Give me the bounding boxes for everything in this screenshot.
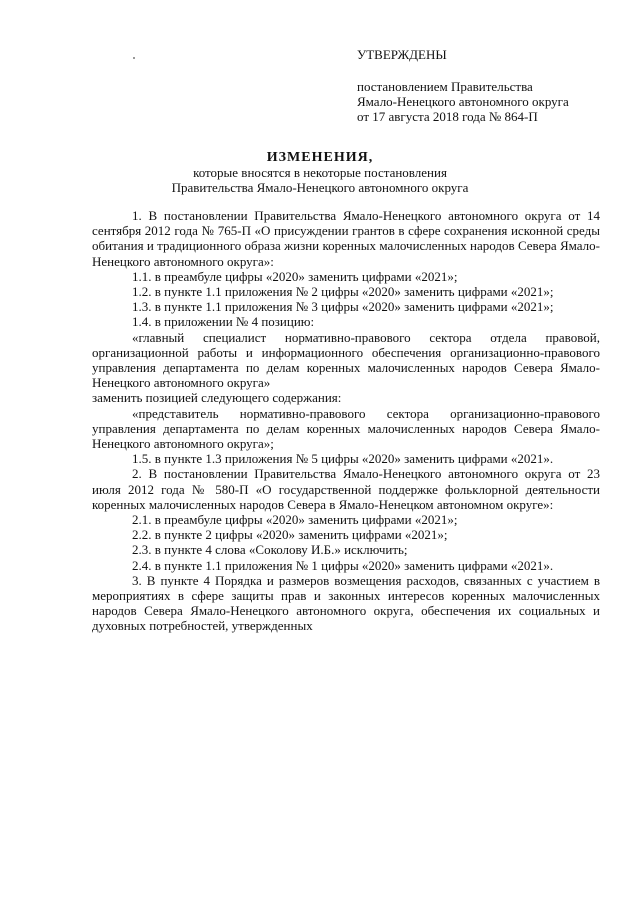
paragraph: 3. В пункте 4 Порядка и размеров возмещения расходов, связанных с участием в мероприятиях в сфере защиты прав и законных интересов коренных малочисленных народов Севера Ямало-Ненецкого автономного округа, обеспечения их социальных и духовных потребностей, утвержденных bbox=[92, 572, 600, 634]
approval-line: Ямало-Ненецкого автономного округа bbox=[357, 94, 569, 109]
paragraph: 2.4. в пункте 1.1 приложения № 1 цифры «2020» заменить цифрами «2021». bbox=[132, 557, 554, 573]
paragraph: заменить позицией следующего содержания: bbox=[92, 390, 342, 406]
paragraph: 1.1. в преамбуле цифры «2020» заменить цифрами «2021»; bbox=[132, 268, 458, 284]
approval-line: постановлением Правительства bbox=[357, 79, 533, 94]
paragraph: 1.4. в приложении № 4 позицию: bbox=[132, 314, 315, 330]
paragraph: «главный специалист нормативно-правового сектора отдела правовой, организационной работы и информационного обеспечения организационно-правового управления департамента по делам коренных малочисленных народов Севера Ямало-Ненецкого автономного округа» bbox=[92, 329, 600, 391]
approval-line: от 17 августа 2018 года № 864-П bbox=[357, 109, 538, 124]
paragraph: 2.3. в пункте 4 слова «Соколову И.Б.» исключить; bbox=[132, 542, 408, 558]
title-main: ИЗМЕНЕНИЯ, bbox=[266, 150, 374, 165]
paragraph: «представитель нормативно-правового сектора организационно-правового управления департамента по делам коренных малочисленных народов Севера Ямало-Ненецкого автономного округа»; bbox=[92, 405, 600, 452]
paragraph: 1.5. в пункте 1.3 приложения № 5 цифры «2020» заменить цифрами «2021». bbox=[132, 451, 554, 467]
paragraph: 2.2. в пункте 2 цифры «2020» заменить цифрами «2021»; bbox=[132, 527, 448, 543]
paragraph: 1. В постановлении Правительства Ямало-Ненецкого автономного округа от 14 сентября 2012 года № 765-П «О присуждении грантов в сфере сохранения исконной среды обитания и традиционного образа жизни коренных малочисленных народов Севера Ямало-Ненецкого автономного округа»: bbox=[92, 208, 600, 269]
approval-heading: УТВЕРЖДЕНЫ bbox=[357, 47, 447, 62]
paragraph: 2.1. в преамбуле цифры «2020» заменить цифрами «2021»; bbox=[132, 512, 458, 528]
paragraph: 2. В постановлении Правительства Ямало-Ненецкого автономного округа от 23 июля 2012 года № 580-П «О государственной поддержке фольклорной деятельности коренных малочисленных народов Севера в Ямало-Ненецком автономном округе»: bbox=[92, 466, 600, 512]
title-subtitle: которые вносятся в некоторые постановления bbox=[193, 165, 447, 180]
title-subtitle: Правительства Ямало-Ненецкого автономного округа bbox=[171, 180, 469, 195]
document-body bbox=[92, 208, 600, 634]
paragraph: 1.2. в пункте 1.1 приложения № 2 цифры «2020» заменить цифрами «2021»; bbox=[132, 284, 554, 300]
scan-speck bbox=[133, 57, 135, 59]
paragraph: 1.3. в пункте 1.1 приложения № 3 цифры «2020» заменить цифрами «2021»; bbox=[132, 299, 554, 315]
approval-stamp bbox=[357, 47, 569, 124]
document-title bbox=[0, 150, 640, 195]
